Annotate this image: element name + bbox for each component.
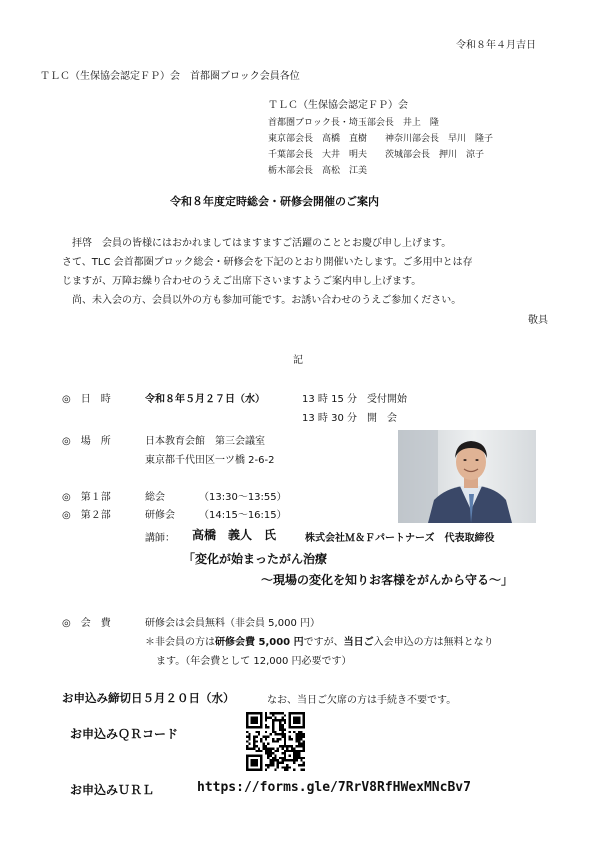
sender-row: 千葉部会長 大井 明夫 茨城部会長 押川 涼子 [268,150,485,160]
fee-note-part: 入会申込の方は無料となり [373,637,494,648]
ki-heading: 記 [293,355,303,366]
deadline: お申込み締切日５月２０日（水） [62,691,235,705]
part1-time: （13:30～13:55） [199,492,287,503]
part2-time: （14:15～16:15） [199,510,287,521]
document-title: 令和８年度定時総会・研修会開催のご案内 [170,195,379,208]
venue-address: 東京都千代田区一ツ橋 2-6-2 [145,455,275,466]
closing: 敬具 [528,315,548,326]
fee-label: ◎ 会 費 [62,618,111,629]
reception-time: 13 時 15 分 受付開始 [302,394,407,405]
fee-note-continued: ます。（年会費として 12,000 円必要です） [156,656,352,667]
lecturer-photo [398,430,536,523]
body-line: じますが、万障お繰り合わせのうえご出席下さいますようご案内申し上げます。 [62,276,422,287]
opening-time: 13 時 30 分 開 会 [302,413,397,424]
sender-row: 栃木部会長 高松 江美 [268,166,368,176]
venue-name: 日本教育会館 第三会議室 [145,436,265,447]
lecture-subtitle: ～現場の変化を知りお客様をがんから守る～」 [261,573,514,587]
fee-note [145,633,494,648]
sender-row: 東京部会長 高橋 直樹 神奈川部会長 早川 隆子 [268,134,494,144]
lecturer-label: 講師： [145,533,175,544]
body-line: 尚、未入会の方、会員以外の方も参加可能です。お誘い合わせのうえご参加ください。 [72,295,462,306]
qr-code[interactable] [246,712,305,771]
fee-note-part: ＊非会員の方は [145,637,215,648]
addressee: ＴＬＣ（生保協会認定ＦＰ）会 首都圏ブロック会員各位 [40,71,300,82]
deadline-note: なお、当日ご欠席の方は手続き不要です。 [267,695,457,706]
part2-label: ◎ 第２部 [62,510,111,521]
fee-note-part: ですが、 [303,637,344,648]
lecturer-name: 高橋 義人 氏 [192,528,277,542]
sender-org: ＴＬＣ（生保協会認定ＦＰ）会 [268,100,408,111]
fee-note-emphasis: 当日ご [343,637,374,648]
lecturer-company: 株式会社Ｍ＆Ｆパートナーズ 代表取締役 [305,533,495,544]
sender-row: 首都圏ブロック長・埼玉部会長 井上 隆 [268,118,439,128]
event-date: 令和８年５月２７日（水） [145,394,265,405]
part2-name: 研修会 [145,510,175,521]
url-label: お申込みＵＲＬ [70,783,155,797]
fee-note-emphasis: 研修会費 5,000 円 [215,637,304,648]
application-url[interactable]: https://forms.gle/7RrV8RfHWexMNcBv7 [197,780,471,795]
issue-date: 令和８年４月吉日 [456,40,536,51]
part1-name: 総会 [145,492,165,503]
fee-text: 研修会は会員無料（非会員 5,000 円） [145,618,320,629]
part1-label: ◎ 第１部 [62,492,111,503]
body-line: さて、TLC 会首都圏ブロック総会・研修会を下記のとおり開催いたします。ご多用中とは存 [62,257,473,268]
lecture-title: 「変化が始まったがん治療 [183,552,328,566]
qr-label: お申込みＱＲコード [70,727,179,741]
body-line: 拝啓 会員の皆様にはおかれましてはますますご活躍のこととお慶び申し上げます。 [72,238,452,249]
datetime-label: ◎ 日 時 [62,394,111,405]
venue-label: ◎ 場 所 [62,436,111,447]
